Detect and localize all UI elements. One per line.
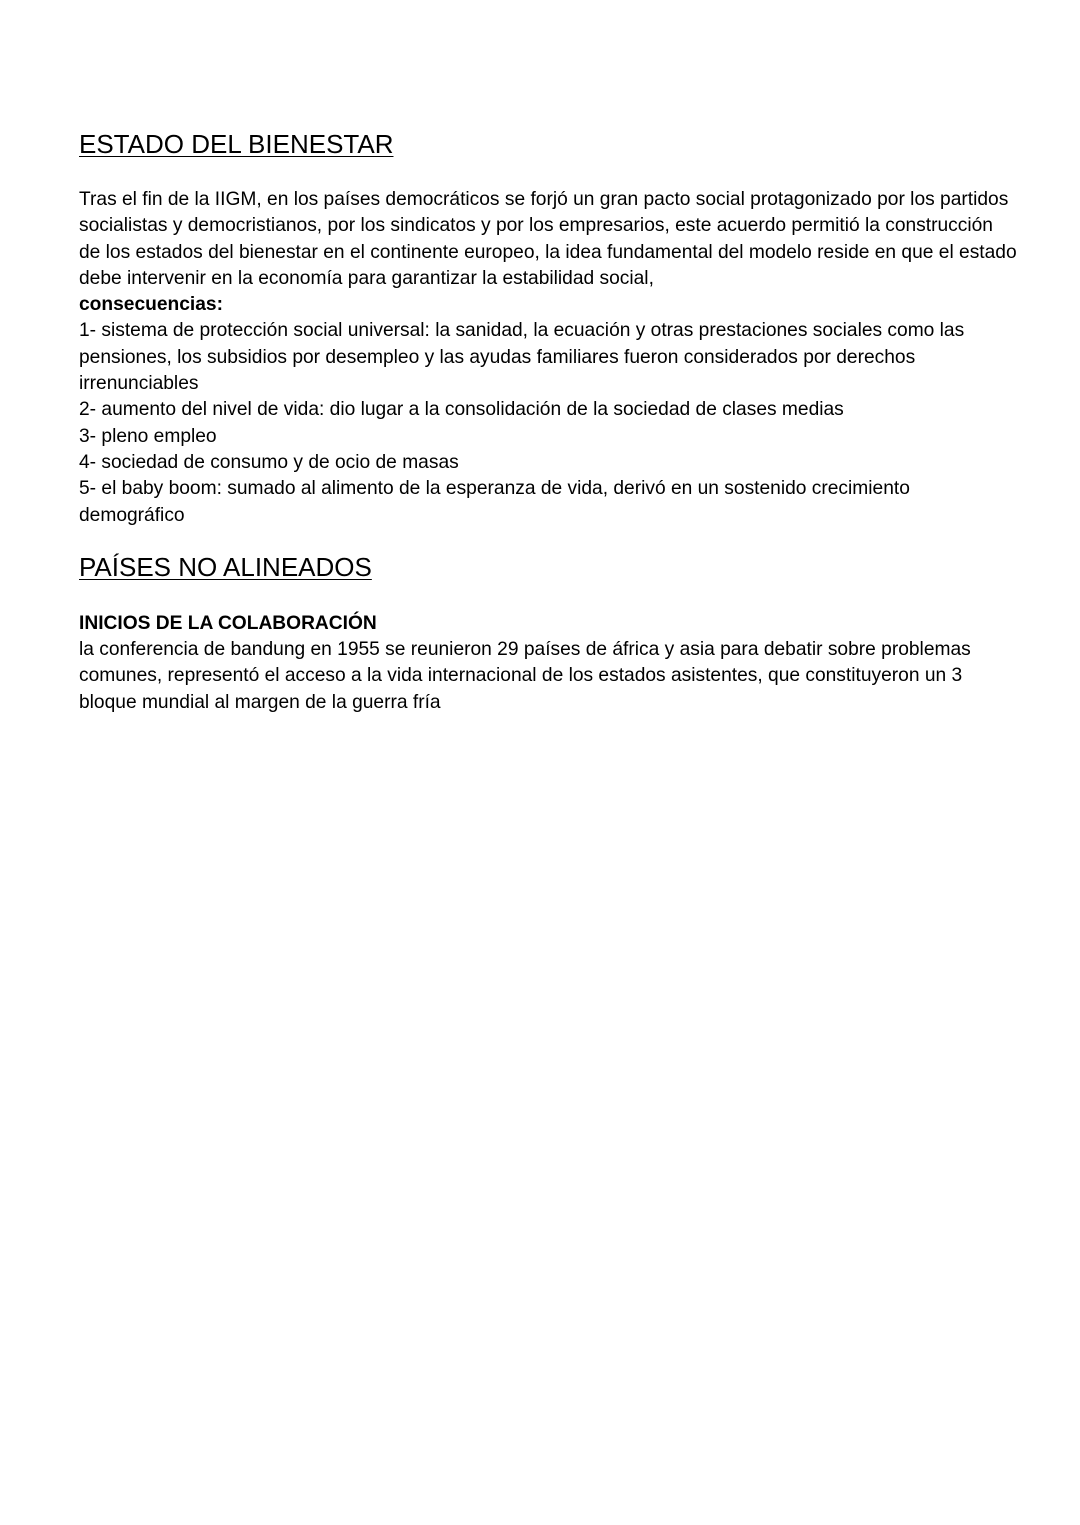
consequences-label: consecuencias: bbox=[79, 294, 223, 316]
subsection-title-inicios: INICIOS DE LA COLABORACIÓN bbox=[79, 612, 377, 634]
list-item: 1- sistema de protección social universal: la sanidad, la ecuación y otras prestaciones sociales como las pensiones, los subsidios por desempleo y las ayudas familiares fueron considerados por derechos irrenunciables bbox=[79, 320, 965, 395]
list-item: 4- sociedad de consumo y de ocio de masas bbox=[79, 451, 459, 473]
section-intro-paragraph: Tras el fin de la IIGM, en los países democráticos se forjó un gran pacto social protagonizado por los partidos socialistas y democristianos, por los sindicatos y por los empresarios, este acuerdo permitió la construcción de los estados del bienestar en el continente europeo, la idea fundamental del modelo reside en que el estado debe intervenir en la economía para garantizar la estabilidad social, bbox=[79, 189, 1017, 289]
section-title-paises-no-alineados: PAÍSES NO ALINEADOS bbox=[79, 551, 372, 582]
list-item: 5- el baby boom: sumado al alimento de la esperanza de vida, derivó en un sostenido crecimiento demográfico bbox=[79, 478, 910, 526]
section-title-estado-del-bienestar: ESTADO DEL BIENESTAR bbox=[79, 129, 394, 159]
subsection-body-paragraph: la conferencia de bandung en 1955 se reunieron 29 países de áfrica y asia para debatir sobre problemas comunes, representó el acceso a la vida internacional de los estados asistentes, que constituyeron un 3 bloque mundial al margen de la guerra fría bbox=[79, 639, 971, 713]
document-page bbox=[79, 128, 1019, 716]
list-item: 2- aumento del nivel de vida: dio lugar a la consolidación de la sociedad de clases medias bbox=[79, 399, 844, 421]
list-item: 3- pleno empleo bbox=[79, 425, 217, 447]
